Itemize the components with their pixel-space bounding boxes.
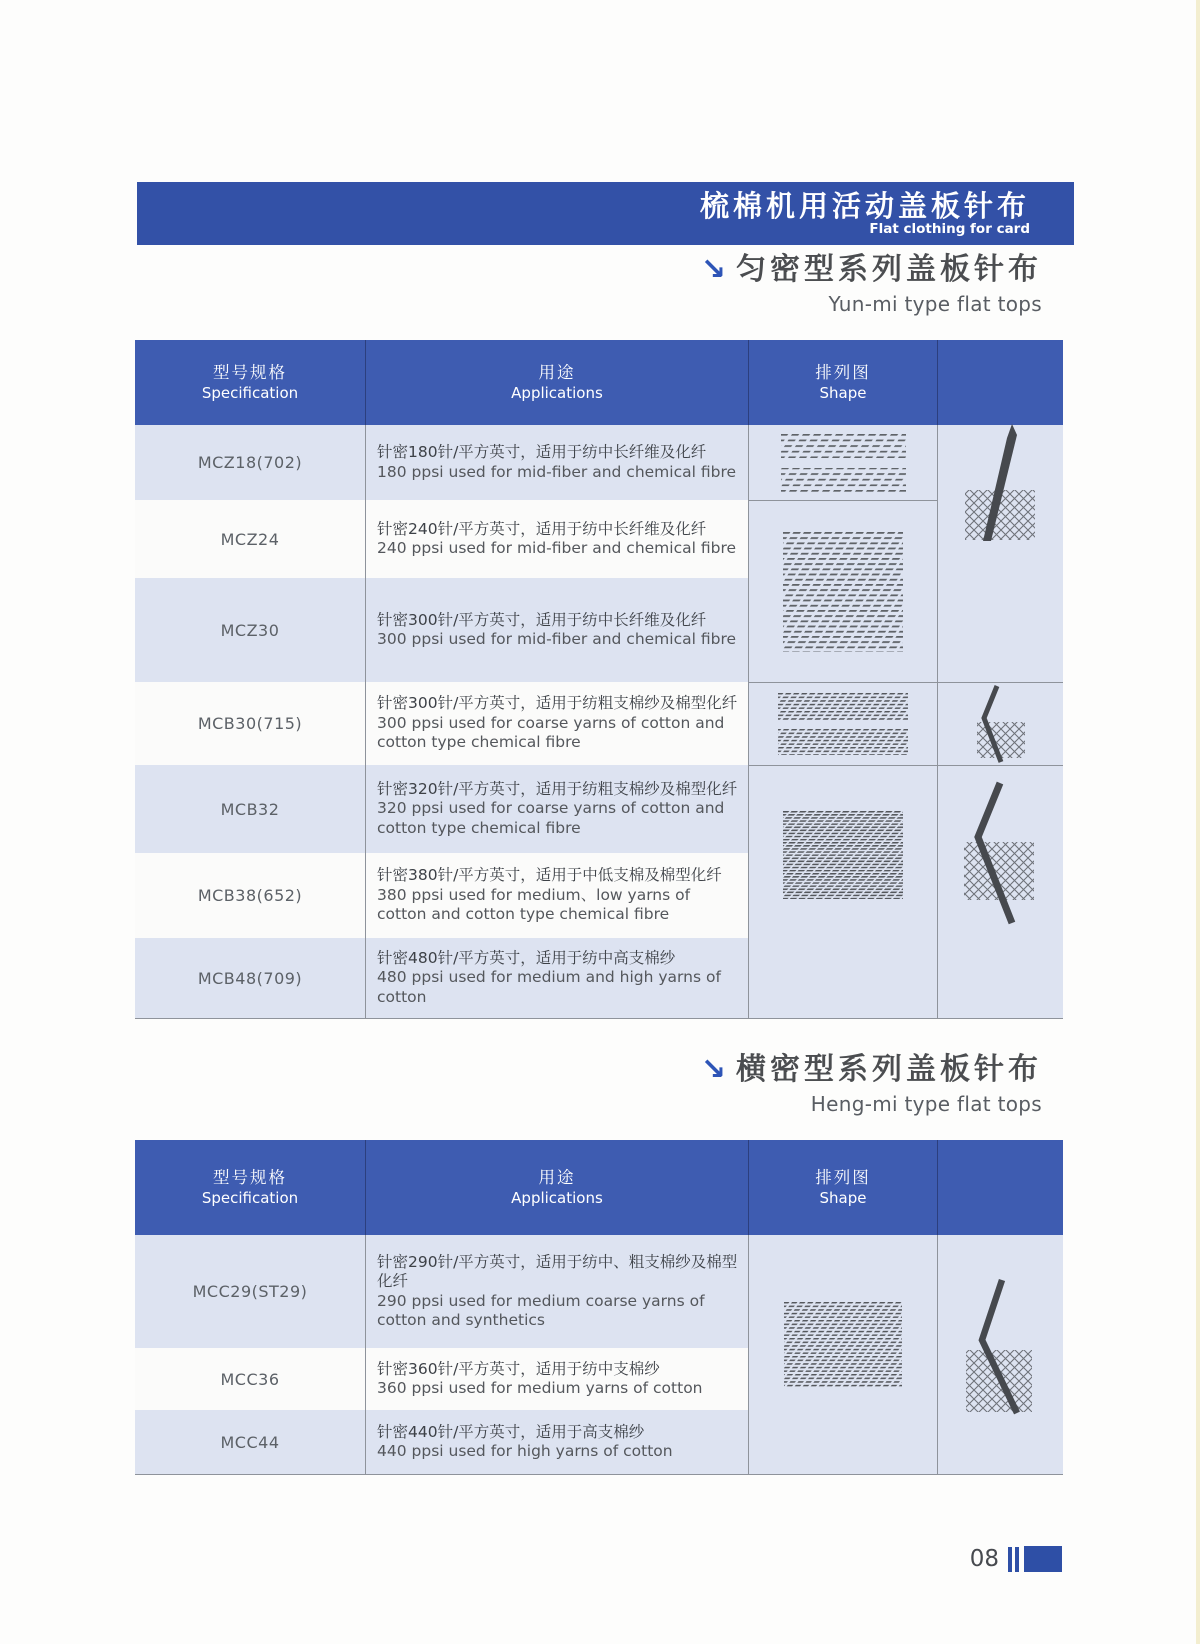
header-shape-en: Shape	[819, 1188, 867, 1207]
hatch-pattern-icon	[778, 693, 908, 755]
bent-needle-icon	[938, 777, 1063, 927]
needle-profile-bent-large	[937, 765, 1063, 1018]
spec-cell: MCB30(715)	[135, 682, 365, 765]
bent-needle-icon	[938, 1255, 1063, 1415]
application-cell	[365, 578, 748, 682]
needle-profile-straight	[937, 425, 1063, 682]
shape-pattern-mcz24-mcz30	[748, 500, 937, 682]
header-specification-en: Specification	[201, 383, 299, 402]
hatch-pattern-icon	[781, 434, 906, 492]
shape-pattern-mcb30	[748, 682, 937, 765]
hatch-pattern-icon	[783, 811, 903, 899]
application-en: 480 ppsi used for medium and high yarns of cotton	[377, 968, 721, 1006]
section-title-row	[0, 1050, 1042, 1090]
application-zh: 针密440针/平方英寸，适用于高支棉纱	[377, 1422, 645, 1441]
header-shape-en: Shape	[819, 383, 867, 402]
application-en: 320 ppsi used for coarse yarns of cotton and cotton type chemical fibre	[377, 799, 725, 837]
header-applications-zh: 用途	[538, 1167, 576, 1187]
header-shape-zh: 排列图	[815, 362, 871, 382]
section-title-hengmi	[0, 1050, 1042, 1117]
page-number: 08	[969, 1546, 999, 1572]
hengmi-table	[135, 1140, 1063, 1475]
application-cell	[365, 1410, 748, 1474]
header-profile-blank	[937, 1140, 1063, 1235]
footer-block-icon	[1024, 1546, 1062, 1572]
application-cell	[365, 425, 748, 500]
yunmi-table	[135, 340, 1063, 1019]
header-specification-zh: 型号规格	[213, 1167, 287, 1187]
shape-pattern-mcz18	[748, 425, 937, 500]
application-cell	[365, 1235, 748, 1348]
spec-cell: MCB32	[135, 765, 365, 853]
section-title-zh: 匀密型系列盖板针布	[736, 252, 1042, 287]
header-specification-zh: 型号规格	[213, 362, 287, 382]
banner-title-en: Flat clothing for card	[869, 220, 1030, 237]
application-zh: 针密320针/平方英寸，适用于纺粗支棉纱及棉型化纤	[377, 779, 738, 798]
application-zh: 针密360针/平方英寸，适用于纺中支棉纱	[377, 1359, 660, 1378]
section-title-row	[0, 250, 1042, 290]
header-applications	[365, 340, 748, 425]
header-applications-en: Applications	[511, 383, 603, 402]
application-en: 290 ppsi used for medium coarse yarns of cotton and synthetics	[377, 1291, 705, 1329]
application-zh: 针密380针/平方英寸，适用于中低支棉及棉型化纤	[377, 866, 722, 885]
section-title-en: Heng-mi type flat tops	[810, 1092, 1042, 1116]
spec-cell: MCB48(709)	[135, 938, 365, 1018]
bent-needle-icon	[938, 684, 1063, 764]
header-shape	[748, 340, 937, 425]
application-en: 240 ppsi used for mid-fiber and chemical fibre	[377, 539, 737, 557]
banner-title-zh: 梳棉机用活动盖板针布	[699, 188, 1030, 223]
footer-bar-icon	[1015, 1547, 1019, 1572]
application-zh: 针密240针/平方英寸，适用于纺中长纤维及化纤	[377, 519, 707, 538]
header-specification	[135, 1140, 365, 1235]
shape-pattern-mcc	[748, 1235, 937, 1474]
header-shape	[748, 1140, 937, 1235]
application-en: 300 ppsi used for coarse yarns of cotton and cotton type chemical fibre	[377, 713, 725, 752]
page-footer	[970, 1546, 1062, 1572]
application-cell	[365, 853, 748, 938]
needle-profile-bent-mcc	[937, 1235, 1063, 1474]
arrow-down-right-icon: ↘	[700, 1052, 726, 1087]
page-edge-strip	[1196, 0, 1200, 1644]
application-zh: 针密300针/平方英寸，适用于纺中长纤维及化纤	[377, 610, 707, 629]
section-title-yunmi	[0, 250, 1042, 317]
section-title-en: Yun-mi type flat tops	[828, 292, 1042, 316]
section-title-zh: 横密型系列盖板针布	[736, 1052, 1042, 1087]
application-cell	[365, 682, 748, 765]
application-cell	[365, 765, 748, 853]
hatch-pattern-icon	[784, 1302, 902, 1387]
needle-profile-bent-small	[937, 682, 1063, 765]
spec-cell: MCC29(ST29)	[135, 1235, 365, 1348]
page-banner	[137, 182, 1074, 245]
spec-cell: MCZ18(702)	[135, 425, 365, 500]
footer-bar-icon	[1008, 1547, 1012, 1572]
header-applications-zh: 用途	[538, 362, 576, 382]
application-zh: 针密290针/平方英寸，适用于纺中、粗支棉纱及棉型化纤	[377, 1252, 738, 1290]
application-zh: 针密480针/平方英寸，适用于纺中高支棉纱	[377, 948, 676, 967]
application-en: 380 ppsi used for medium、low yarns of cotton and cotton type chemical fibre	[377, 885, 691, 924]
spec-cell: MCC36	[135, 1348, 365, 1410]
spec-cell: MCC44	[135, 1410, 365, 1474]
application-en: 360 ppsi used for medium yarns of cotton	[377, 1379, 703, 1397]
header-specification-en: Specification	[201, 1188, 299, 1207]
spec-cell: MCZ30	[135, 578, 365, 682]
straight-needle-icon	[938, 395, 1063, 652]
application-cell	[365, 1348, 748, 1410]
application-cell	[365, 500, 748, 578]
arrow-down-right-icon: ↘	[700, 252, 726, 287]
spec-cell: MCB38(652)	[135, 853, 365, 938]
application-zh: 针密180针/平方英寸，适用于纺中长纤维及化纤	[377, 443, 707, 461]
header-applications-en: Applications	[511, 1188, 603, 1207]
header-shape-zh: 排列图	[815, 1167, 871, 1187]
application-en: 180 ppsi used for mid-fiber and chemical fibre	[377, 462, 737, 481]
application-zh: 针密300针/平方英寸，适用于纺粗支棉纱及棉型化纤	[377, 694, 738, 713]
application-en: 440 ppsi used for high yarns of cotton	[377, 1442, 673, 1460]
header-applications	[365, 1140, 748, 1235]
shape-pattern-mcb32-48	[748, 765, 937, 1018]
application-en: 300 ppsi used for mid-fiber and chemical fibre	[377, 630, 737, 648]
hatch-pattern-icon	[783, 532, 903, 652]
application-cell	[365, 938, 748, 1018]
header-specification	[135, 340, 365, 425]
spec-cell: MCZ24	[135, 500, 365, 578]
